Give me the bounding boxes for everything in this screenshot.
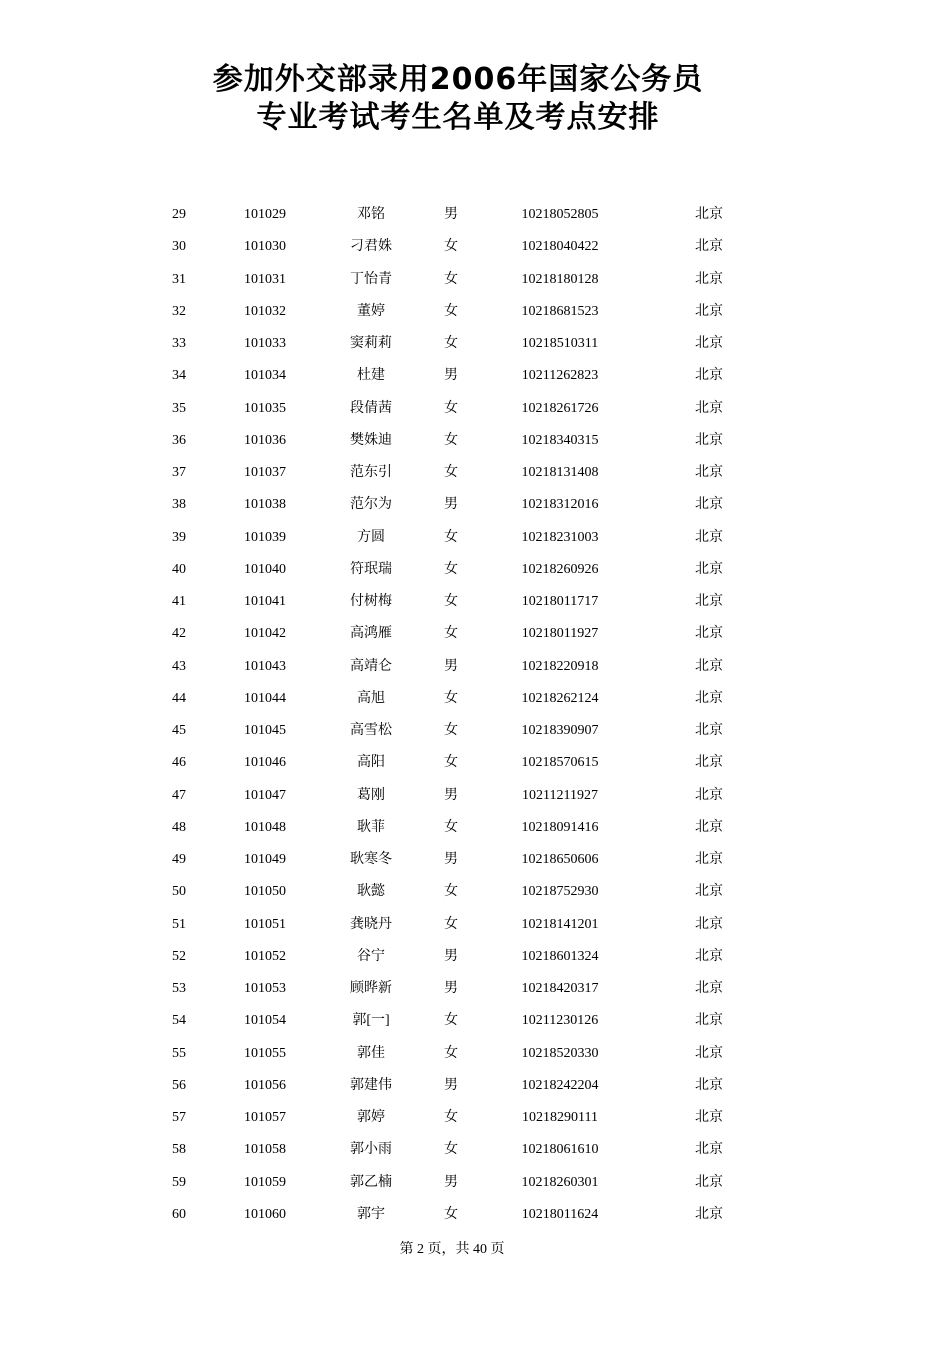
candidate-name: 邓铭 xyxy=(357,207,385,222)
candidate-name: 段倩茜 xyxy=(350,400,392,416)
exam-site: 北京 xyxy=(695,948,723,964)
registration-number: 10218312016 xyxy=(521,497,599,513)
candidate-id: 101049 xyxy=(244,852,286,867)
table-row xyxy=(0,1101,950,1133)
candidate-id: 101042 xyxy=(244,626,286,642)
candidate-id: 101055 xyxy=(244,1045,286,1061)
candidate-id: 101053 xyxy=(244,981,286,996)
candidate-id: 101046 xyxy=(244,755,286,771)
table-row xyxy=(0,908,950,940)
exam-site: 北京 xyxy=(695,1206,723,1222)
row-number: 52 xyxy=(172,948,186,964)
candidate-id: 101041 xyxy=(244,594,286,609)
table-row xyxy=(0,1198,950,1230)
candidate-name: 符珉瑞 xyxy=(350,561,392,577)
exam-site: 北京 xyxy=(695,787,723,803)
candidate-name: 郭小雨 xyxy=(350,1142,392,1158)
candidate-id: 101043 xyxy=(244,658,286,674)
row-number: 45 xyxy=(172,723,186,738)
candidate-sex: 女 xyxy=(444,884,458,900)
candidate-sex: 女 xyxy=(444,1142,458,1158)
candidate-sex: 男 xyxy=(444,852,458,867)
candidate-id: 101054 xyxy=(244,1013,286,1029)
table-row xyxy=(0,1069,950,1101)
candidate-name: 丁怡青 xyxy=(350,271,392,287)
candidate-name: 高鸿雁 xyxy=(350,626,392,642)
exam-site: 北京 xyxy=(695,271,723,287)
table-row xyxy=(0,263,950,295)
registration-number: 10218011927 xyxy=(521,626,599,642)
candidate-id: 101045 xyxy=(244,723,286,738)
exam-site: 北京 xyxy=(695,626,723,642)
candidate-name: 耿菲 xyxy=(357,819,385,835)
row-number: 46 xyxy=(172,755,186,771)
candidate-name: 范尔为 xyxy=(350,497,392,513)
row-number: 38 xyxy=(172,497,186,513)
table-row xyxy=(0,843,950,875)
candidate-id: 101039 xyxy=(244,529,286,545)
candidate-name: 郭建伟 xyxy=(350,1077,392,1093)
table-row xyxy=(0,779,950,811)
candidate-id: 101048 xyxy=(244,819,286,835)
candidate-sex: 女 xyxy=(444,400,458,416)
exam-site: 北京 xyxy=(695,723,723,738)
candidate-sex: 女 xyxy=(444,819,458,835)
row-number: 34 xyxy=(172,368,186,384)
row-number: 58 xyxy=(172,1142,186,1158)
candidate-name: 高阳 xyxy=(357,755,385,771)
candidate-id: 101035 xyxy=(244,400,286,416)
exam-site: 北京 xyxy=(695,916,723,932)
exam-site: 北京 xyxy=(695,1077,723,1093)
exam-site: 北京 xyxy=(695,1013,723,1029)
candidate-id: 101034 xyxy=(244,368,286,384)
candidate-id: 101037 xyxy=(244,465,286,480)
registration-number: 10218260301 xyxy=(521,1174,599,1190)
candidate-id: 101047 xyxy=(244,787,286,803)
exam-site: 北京 xyxy=(695,400,723,416)
candidate-id: 101057 xyxy=(244,1110,286,1125)
registration-number: 10218242204 xyxy=(521,1077,599,1093)
candidate-name: 郭婷 xyxy=(357,1110,385,1125)
candidate-id: 101056 xyxy=(244,1077,286,1093)
exam-site: 北京 xyxy=(695,1174,723,1190)
exam-site: 北京 xyxy=(695,658,723,674)
row-number: 51 xyxy=(172,916,186,932)
candidate-id: 101051 xyxy=(244,916,286,932)
exam-site: 北京 xyxy=(695,594,723,609)
candidate-sex: 女 xyxy=(444,1045,458,1061)
row-number: 35 xyxy=(172,400,186,416)
candidate-id: 101033 xyxy=(244,336,286,351)
row-number: 50 xyxy=(172,884,186,900)
registration-number: 10218180128 xyxy=(521,271,599,287)
candidate-sex: 男 xyxy=(444,368,458,384)
registration-number: 10218650606 xyxy=(521,852,599,867)
exam-site: 北京 xyxy=(695,852,723,867)
candidate-sex: 女 xyxy=(444,626,458,642)
row-number: 42 xyxy=(172,626,186,642)
document-title-line1: 参加外交部录用2006年国家公务员 xyxy=(212,62,704,97)
registration-number: 10218131408 xyxy=(521,465,599,480)
table-row xyxy=(0,521,950,553)
exam-site: 北京 xyxy=(695,1045,723,1061)
exam-site: 北京 xyxy=(695,465,723,480)
table-row xyxy=(0,940,950,972)
registration-number: 10218091416 xyxy=(521,819,599,835)
exam-site: 北京 xyxy=(695,561,723,577)
candidate-name: 高旭 xyxy=(357,690,385,706)
candidate-name: 龚晓丹 xyxy=(350,916,392,932)
candidate-id: 101060 xyxy=(244,1206,286,1222)
candidate-id: 101036 xyxy=(244,432,286,448)
table-row xyxy=(0,682,950,714)
registration-number: 10211211927 xyxy=(522,787,598,803)
registration-number: 10218141201 xyxy=(521,916,599,932)
candidate-sex: 男 xyxy=(444,207,458,222)
candidate-id: 101058 xyxy=(244,1142,286,1158)
candidate-sex: 女 xyxy=(444,271,458,287)
candidate-sex: 女 xyxy=(444,336,458,351)
candidate-sex: 男 xyxy=(444,787,458,803)
table-row xyxy=(0,875,950,907)
exam-site: 北京 xyxy=(695,303,723,319)
table-row xyxy=(0,617,950,649)
table-row xyxy=(0,456,950,488)
exam-site: 北京 xyxy=(695,884,723,900)
candidate-name: 郭乙楠 xyxy=(350,1174,392,1190)
table-row xyxy=(0,553,950,585)
row-number: 55 xyxy=(172,1045,186,1061)
row-number: 49 xyxy=(172,852,186,867)
candidate-id: 101031 xyxy=(244,271,286,287)
table-row xyxy=(0,359,950,391)
table-row xyxy=(0,1004,950,1036)
table-row xyxy=(0,1166,950,1198)
candidate-sex: 女 xyxy=(444,239,458,255)
candidate-name: 窦莉莉 xyxy=(350,336,392,351)
candidate-name: 顾晔新 xyxy=(350,981,392,996)
registration-number: 10218262124 xyxy=(521,690,599,706)
candidate-name: 董婷 xyxy=(357,303,385,319)
exam-site: 北京 xyxy=(695,529,723,545)
registration-number: 10211262823 xyxy=(521,368,599,384)
candidate-id: 101059 xyxy=(244,1174,286,1190)
candidate-sex: 男 xyxy=(444,497,458,513)
registration-number: 10218231003 xyxy=(521,529,599,545)
registration-number: 10218260926 xyxy=(521,561,599,577)
candidate-sex: 女 xyxy=(444,755,458,771)
row-number: 33 xyxy=(172,336,186,351)
row-number: 41 xyxy=(172,594,186,609)
registration-number: 10218681523 xyxy=(521,303,599,319)
table-row xyxy=(0,1133,950,1165)
registration-number: 10211230126 xyxy=(521,1013,599,1029)
candidate-id: 101029 xyxy=(244,207,286,222)
row-number: 48 xyxy=(172,819,186,835)
registration-number: 10218061610 xyxy=(521,1142,599,1158)
exam-site: 北京 xyxy=(695,1110,723,1125)
candidate-name: 耿懿 xyxy=(357,884,385,900)
registration-number: 10218752930 xyxy=(521,884,599,900)
candidate-sex: 女 xyxy=(444,561,458,577)
exam-site: 北京 xyxy=(695,690,723,706)
table-row xyxy=(0,198,950,230)
registration-number: 10218390907 xyxy=(521,723,599,738)
candidate-name: 郭[一] xyxy=(352,1013,390,1029)
candidate-name: 谷宁 xyxy=(357,948,385,964)
candidate-sex: 男 xyxy=(444,981,458,996)
candidate-sex: 女 xyxy=(444,1110,458,1125)
row-number: 60 xyxy=(172,1206,186,1222)
candidate-name: 高靖仑 xyxy=(350,658,392,674)
candidate-name: 范东引 xyxy=(350,465,392,480)
row-number: 56 xyxy=(172,1077,186,1093)
exam-site: 北京 xyxy=(695,1142,723,1158)
candidate-id: 101030 xyxy=(244,239,286,255)
row-number: 36 xyxy=(172,432,186,448)
table-row xyxy=(0,585,950,617)
candidate-sex: 女 xyxy=(444,690,458,706)
candidate-sex: 男 xyxy=(444,658,458,674)
candidate-sex: 男 xyxy=(444,1077,458,1093)
candidate-id: 101044 xyxy=(244,690,286,706)
candidate-sex: 男 xyxy=(444,1174,458,1190)
candidate-name: 杜建 xyxy=(357,368,385,384)
row-number: 59 xyxy=(172,1174,186,1190)
table-row xyxy=(0,746,950,778)
candidate-sex: 男 xyxy=(444,948,458,964)
row-number: 30 xyxy=(172,239,186,255)
row-number: 53 xyxy=(172,981,186,996)
candidate-name: 方圆 xyxy=(357,529,385,545)
registration-number: 10218340315 xyxy=(521,432,599,448)
candidate-sex: 女 xyxy=(444,303,458,319)
row-number: 31 xyxy=(172,271,186,287)
row-number: 29 xyxy=(172,207,186,222)
candidate-sex: 女 xyxy=(444,1013,458,1029)
candidate-sex: 女 xyxy=(444,916,458,932)
exam-site: 北京 xyxy=(695,981,723,996)
candidate-name: 郭宇 xyxy=(357,1206,385,1222)
exam-site: 北京 xyxy=(695,368,723,384)
registration-number: 10218601324 xyxy=(521,948,599,964)
candidate-id: 101032 xyxy=(244,303,286,319)
table-row xyxy=(0,327,950,359)
candidate-sex: 女 xyxy=(444,432,458,448)
registration-number: 10218570615 xyxy=(521,755,599,771)
row-number: 54 xyxy=(172,1013,186,1029)
registration-number: 10218220918 xyxy=(521,658,599,674)
candidate-list xyxy=(0,198,950,1230)
row-number: 39 xyxy=(172,529,186,545)
exam-site: 北京 xyxy=(695,336,723,351)
document-title-line2: 专业考试考生名单及考点安排 xyxy=(256,100,660,135)
registration-number: 10218011624 xyxy=(521,1206,599,1222)
registration-number: 10218420317 xyxy=(521,981,599,996)
table-row xyxy=(0,1037,950,1069)
exam-site: 北京 xyxy=(695,239,723,255)
exam-site: 北京 xyxy=(695,207,723,222)
page-footer: 第 2 页，共 40 页 xyxy=(399,1242,505,1257)
candidate-sex: 女 xyxy=(444,723,458,738)
registration-number: 10218040422 xyxy=(521,239,599,255)
candidate-sex: 女 xyxy=(444,529,458,545)
table-row xyxy=(0,488,950,520)
candidate-id: 101050 xyxy=(244,884,286,900)
table-row xyxy=(0,230,950,262)
candidate-id: 101040 xyxy=(244,561,286,577)
candidate-sex: 女 xyxy=(444,1206,458,1222)
table-row xyxy=(0,424,950,456)
registration-number: 10218052805 xyxy=(521,207,599,222)
row-number: 43 xyxy=(172,658,186,674)
table-row xyxy=(0,650,950,682)
candidate-sex: 女 xyxy=(444,594,458,609)
table-row xyxy=(0,295,950,327)
candidate-name: 付树梅 xyxy=(350,594,392,609)
candidate-name: 葛刚 xyxy=(357,787,385,803)
row-number: 32 xyxy=(172,303,186,319)
candidate-id: 101038 xyxy=(244,497,286,513)
registration-number: 10218290111 xyxy=(522,1110,598,1125)
exam-site: 北京 xyxy=(695,819,723,835)
candidate-name: 樊姝迪 xyxy=(350,432,392,448)
exam-site: 北京 xyxy=(695,432,723,448)
exam-site: 北京 xyxy=(695,497,723,513)
candidate-sex: 女 xyxy=(444,465,458,480)
table-row xyxy=(0,811,950,843)
registration-number: 10218520330 xyxy=(521,1045,599,1061)
exam-site: 北京 xyxy=(695,755,723,771)
row-number: 40 xyxy=(172,561,186,577)
table-row xyxy=(0,972,950,1004)
registration-number: 10218261726 xyxy=(521,400,599,416)
candidate-name: 刁君姝 xyxy=(350,239,392,255)
candidate-name: 耿寒冬 xyxy=(350,852,392,867)
table-row xyxy=(0,714,950,746)
row-number: 37 xyxy=(172,465,186,480)
candidate-name: 高雪松 xyxy=(350,723,392,738)
row-number: 47 xyxy=(172,787,186,803)
table-row xyxy=(0,392,950,424)
row-number: 57 xyxy=(172,1110,186,1125)
registration-number: 10218510311 xyxy=(521,336,599,351)
row-number: 44 xyxy=(172,690,186,706)
candidate-id: 101052 xyxy=(244,948,286,964)
candidate-name: 郭佳 xyxy=(357,1045,385,1061)
registration-number: 10218011717 xyxy=(521,594,599,609)
